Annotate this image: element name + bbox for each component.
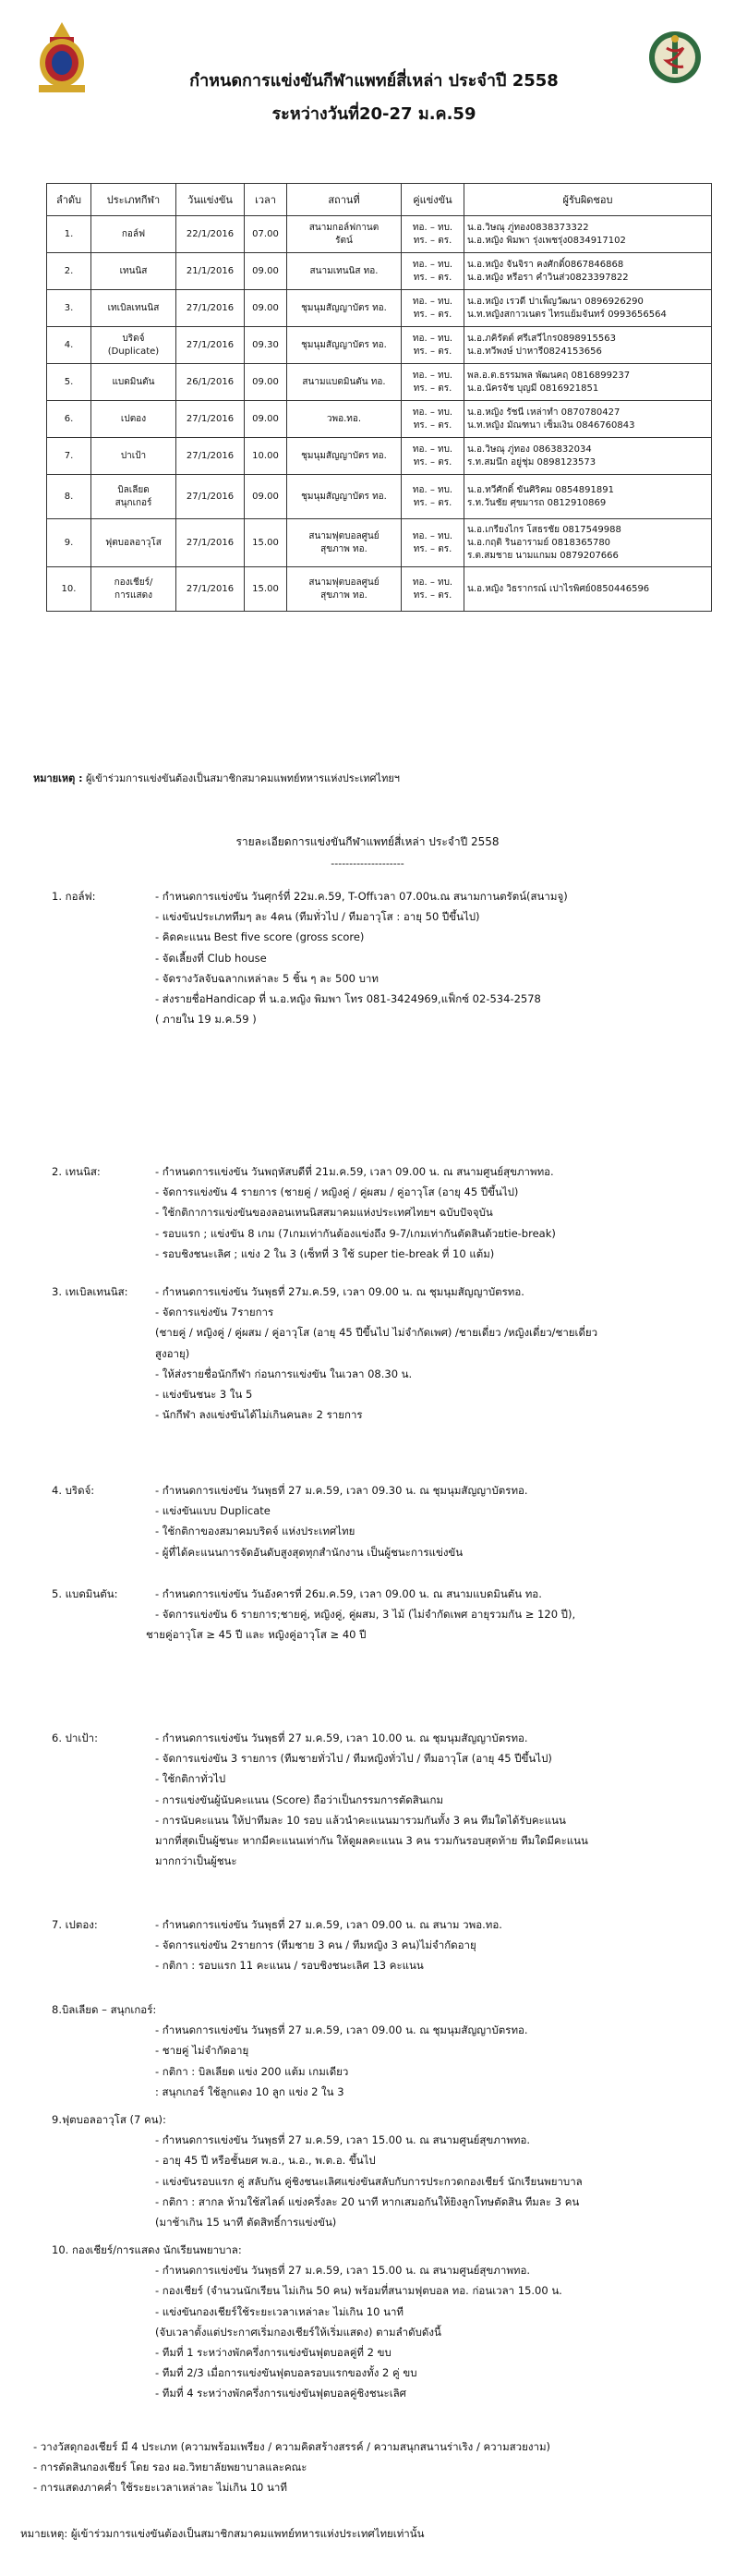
cell-pair: [402, 519, 464, 567]
table-row: [47, 401, 712, 438]
cell-pair: [402, 327, 464, 364]
cell-sport-line: การแสดง: [114, 589, 152, 601]
section-line: - รอบแรก ; แข่งขัน 8 เกม (7เกมเท่ากันต้องแข่งถึง 9-7/เกมเท่ากันตัดสินด้วยtie-break): [155, 1226, 556, 1240]
col-header-date: วันแข่งขัน: [176, 184, 245, 216]
section-line: - นักกีฬา ลงแข่งขันได้ไม่เกินคนละ 2 รายการ: [155, 1408, 363, 1422]
cell-sport-line: ฟุตบอลอาวุโส: [105, 537, 162, 548]
cell-sport-line: (Duplicate): [107, 346, 160, 357]
cell-date: 27/1/2016: [176, 519, 245, 567]
cell-pair-line: ทอ. – ทบ.: [412, 577, 453, 588]
table-row: [47, 253, 712, 290]
cell-responsible-line: ร.ต.สมชาย นามแกมม 0879207666: [467, 550, 619, 561]
table-note: [33, 770, 400, 786]
cell-venue-line: รัตน์: [335, 235, 353, 246]
cell-pair: [402, 567, 464, 612]
section-line: - กติกา : บิลเลียด แข่ง 200 แต้ม เกมเดียว: [155, 2064, 349, 2078]
cell-responsible: [464, 475, 712, 519]
cell-responsible-line: น.อ.หญิง พิมพา รุ่งเพชรุ่ง0834917102: [467, 235, 626, 246]
cell-responsible-line: น.อ.หญิง รัชนี เหล่าทำ 0870780427: [467, 407, 621, 418]
section-line: (มาช้าเกิน 15 นาที ตัดสิทธิ์การแข่งขัน): [155, 2216, 337, 2229]
cell-venue-line: ชุมนุมสัญญาบัตร ทอ.: [301, 339, 387, 350]
section-line: - คิดคะแนน Best five score (gross score): [155, 930, 365, 944]
table-row: [47, 567, 712, 612]
cell-venue-line: สุขภาพ ทอ.: [320, 589, 368, 601]
cell-pair: [402, 401, 464, 438]
schedule-table: [46, 183, 712, 612]
cell-responsible: [464, 567, 712, 612]
section-line: - กำหนดการแข่งขัน วันพุธที่ 27ม.ค.59, เวลา 09.00 น. ณ ชุมนุมสัญญาบัตรทอ.: [155, 1285, 524, 1298]
cell-date: 27/1/2016: [176, 438, 245, 475]
section-line: - กติกา : สากล ห้ามใช้สไลด์ แข่งครึ่งละ 20 นาที หากเสมอกันให้ยิงลูกโทษตัดสิน ทีมละ 3 คน: [155, 2194, 580, 2208]
cell-venue: [287, 327, 402, 364]
section-line: - จัดการแข่งขัน 7รายการ: [155, 1306, 274, 1319]
cell-responsible-line: น.อ.ทวีพงษ์ ปาหารี0824153656: [467, 346, 602, 357]
cell-no: 5.: [47, 364, 91, 401]
cell-venue-line: สนามฟุตบอลศูนย์: [308, 577, 380, 588]
cell-no: 10.: [47, 567, 91, 612]
section-line: - กติกา : รอบแรก 11 คะแนน / รอบชิงชนะเลิศ 13 คะแนน: [155, 1959, 424, 1973]
cell-pair-line: ทร. – ตร.: [413, 383, 452, 394]
section-line: - กองเชียร์ (จำนวนนักเรียน ไม่เกิน 50 คน) พร้อมที่สนามฟุตบอล ทอ. ก่อนเวลา 15.00 น.: [155, 2284, 562, 2298]
cell-responsible: [464, 401, 712, 438]
cell-pair: [402, 475, 464, 519]
section-line: - กำหนดการแข่งขัน วันพุธที่ 27 ม.ค.59, เวลา 09.30 น. ณ ชุมนุมสัญญาบัตรทอ.: [155, 1484, 528, 1497]
details-separator: --------------------: [331, 857, 404, 869]
section-line: - ใช้กติกาของสมาคมบริดจ์ แห่งประเทศไทย: [155, 1525, 355, 1538]
table-row: [47, 438, 712, 475]
cell-sport-line: สนุกเกอร์: [114, 497, 152, 508]
cell-date: 27/1/2016: [176, 290, 245, 327]
cell-date: 22/1/2016: [176, 216, 245, 253]
cell-sport: [91, 364, 176, 401]
cell-venue: [287, 401, 402, 438]
cell-time: 09.30: [245, 327, 287, 364]
cell-venue: [287, 438, 402, 475]
cell-venue: [287, 216, 402, 253]
cell-sport-line: เทเบิลเทนนิส: [107, 302, 160, 313]
cell-responsible-line: น.ท.หญิง มัณฑนา เซ็มเงิน 0846760843: [467, 419, 635, 431]
cell-responsible-line: น.อ.เกรียงไกร โสธรชัย 0817549988: [467, 524, 621, 535]
section-line: - จัดการแข่งขัน 3 รายการ (ทีมชายทั่วไป / ทีมหญิงทั่วไป / ทีมอาวุโส (อายุ 45 ปีขึ้นไป): [155, 1752, 552, 1766]
cell-responsible-line: พล.อ.ต.ธรรมพล พัฒนคฤ 0816899237: [467, 370, 631, 381]
cell-venue: [287, 364, 402, 401]
cell-responsible: [464, 290, 712, 327]
cell-no: 4.: [47, 327, 91, 364]
cell-sport-line: เทนนิส: [119, 265, 148, 276]
cell-pair-line: ทอ. – ทบ.: [412, 333, 453, 344]
cell-pair-line: ทอ. – ทบ.: [412, 530, 453, 541]
table-row: [47, 475, 712, 519]
col-header-sport: ประเภทกีฬา: [91, 184, 176, 216]
bottom-note: หมายเหตุ: ผู้เข้าร่วมการแข่งขันต้องเป็นสมาชิกสมาคมแพทย์ทหารแห่งประเทศไทยเท่านั้น: [20, 2527, 425, 2540]
section-line: - กำหนดการแข่งขัน วันศุกร์ที่ 22ม.ค.59, T-Offเวลา 07.00น.ณ สนามกานตรัตน์(สนามจู): [155, 890, 568, 903]
cell-date: 27/1/2016: [176, 475, 245, 519]
section-line: - ผู้ที่ได้คะแนนการจัดอันดับสูงสุดทุกสำนักงาน เป็นผู้ชนะการแข่งขัน: [155, 1545, 464, 1559]
cell-responsible-line: น.อ.หญิง เรวดี ปาเพ็ญวัฒนา 0896926290: [467, 296, 644, 307]
section-line: - แข่งขันแบบ Duplicate: [155, 1504, 271, 1518]
closing-line: - วางวัสดุกองเชียร์ มี 4 ประเภท (ความพร้อมเพรียง / ความคิดสร้างสรรค์ / ความสนุกสนานร่าเริง / ความสวยงาม): [33, 2440, 551, 2453]
section-line: - กำหนดการแข่งขัน วันพฤหัสบดีที่ 21ม.ค.59, เวลา 09.00 น. ณ สนามศูนย์สุขภาพทอ.: [155, 1165, 554, 1178]
col-header-responsible: ผู้รับผิดชอบ: [464, 184, 712, 216]
cell-sport-line: บริดจ์: [122, 333, 145, 344]
cell-responsible-line: น.อ.นัครจัช บุญมี 0816921851: [467, 383, 599, 394]
section-line: - การแข่งขันผู้นับคะแนน (Score) ถือว่าเป็นกรรมการตัดสินเกม: [155, 1792, 444, 1806]
section-label: 5. แบดมินตัน:: [52, 1587, 118, 1600]
section-line: (จับเวลาตั้งแต่ประกาศเริ่มกองเชียร์ให้เริ่มแสดง) ตามลำดับดังนี้: [155, 2325, 441, 2339]
cell-responsible-line: ร.ท.สมนึก อยู่ชุ่ม 0898123573: [467, 456, 596, 468]
cell-pair: [402, 364, 464, 401]
col-header-no: ลำดับ: [47, 184, 91, 216]
section-line: - จัดการแข่งขัน 6 รายการ;ชายคู่, หญิงคู่, คู่ผสม, 3 ไม้ (ไม่จำกัดเพศ อายุรวมกัน ≥ 120 ปี),: [155, 1608, 576, 1622]
cell-sport: [91, 438, 176, 475]
cell-date: 27/1/2016: [176, 327, 245, 364]
section-line: - จัดเลี้ยงที่ Club house: [155, 951, 267, 965]
cell-no: 3.: [47, 290, 91, 327]
cell-venue-line: ชุมนุมสัญญาบัตร ทอ.: [301, 450, 387, 461]
cell-venue-line: วพอ.ทอ.: [326, 413, 362, 424]
cell-sport: [91, 216, 176, 253]
cell-date: 26/1/2016: [176, 364, 245, 401]
cell-no: 6.: [47, 401, 91, 438]
cell-time: 15.00: [245, 519, 287, 567]
section-line: - อายุ 45 ปี หรือชั้นยศ พ.อ., น.อ., พ.ต.อ. ขึ้นไป: [155, 2154, 376, 2168]
cell-responsible-line: ร.ท.วันชัย ศุขมารถ 0812910869: [467, 497, 607, 508]
cell-pair-line: ทร. – ตร.: [413, 346, 452, 357]
cell-sport-line: กอล์ฟ: [121, 228, 146, 239]
cell-pair-line: ทอ. – ทบ.: [412, 296, 453, 307]
cell-sport: [91, 519, 176, 567]
cell-responsible-line: น.อ.วิษณุ ภู่ทอง 0863832034: [467, 444, 592, 455]
cell-pair-line: ทอ. – ทบ.: [412, 259, 453, 270]
cell-responsible-line: น.อ.หญิง วิธรากรณ์ เปาไรพิศย์0850446596: [467, 583, 650, 594]
section-line: - แข่งขันกองเชียร์ใช้ระยะเวลาเหล่าละ ไม่เกิน 10 นาที: [155, 2304, 404, 2318]
cell-responsible: [464, 253, 712, 290]
section-line: - จัดการแข่งขัน 4 รายการ (ชายคู่ / หญิงคู่ / คู่ผสม / คู่อาวุโส (อายุ 45 ปีขึ้นไป): [155, 1185, 519, 1199]
cell-time: 07.00: [245, 216, 287, 253]
cell-venue: [287, 567, 402, 612]
cell-time: 09.00: [245, 401, 287, 438]
cell-time: 09.00: [245, 290, 287, 327]
cell-sport-line: เปตอง: [120, 413, 147, 424]
cell-pair: [402, 216, 464, 253]
cell-pair-line: ทร. – ตร.: [413, 543, 452, 554]
section-line: ชายคู่อาวุโส ≥ 45 ปี และ หญิงคู่อาวุโส ≥ 40 ปี: [146, 1628, 367, 1642]
section-label: 1. กอล์ฟ:: [52, 890, 96, 903]
section-label: 4. บริดจ์:: [52, 1484, 95, 1497]
cell-no: 7.: [47, 438, 91, 475]
cell-no: 9.: [47, 519, 91, 567]
cell-sport: [91, 327, 176, 364]
section-line: สูงอายุ): [155, 1346, 190, 1360]
cell-pair-line: ทร. – ตร.: [413, 235, 452, 246]
cell-responsible-line: น.อ.ภคิรัตต์ ศรีเสวีไกร0898915563: [467, 333, 616, 344]
section-line: - แข่งขันชนะ 3 ใน 5: [155, 1388, 253, 1401]
section-line: - จัดรางวัลจับฉลากเหล่าละ 5 ชิ้น ๆ ละ 500 บาท: [155, 971, 379, 985]
cell-responsible-line: น.อ.หญิง หรีอรา คำวินส่ว0823397822: [467, 272, 629, 283]
table-row: [47, 216, 712, 253]
cell-sport: [91, 290, 176, 327]
cell-pair-line: ทร. – ตร.: [413, 456, 452, 468]
section-line: - กำหนดการแข่งขัน วันพุธที่ 27 ม.ค.59, เวลา 10.00 น. ณ ชุมนุมสัญญาบัตรทอ.: [155, 1732, 528, 1744]
medical-association-logo: [646, 20, 704, 94]
table-row: [47, 327, 712, 364]
cell-pair-line: ทอ. – ทบ.: [412, 370, 453, 381]
section-line: - การนับคะแนน ให้ปาทีมละ 10 รอบ แล้วนำคะแนนมารวมกันทั้ง 3 คน ทีมใดได้รับคะแนน: [155, 1813, 566, 1827]
cell-responsible-line: น.อ.วิษณุ ภู่ทอง0838373322: [467, 222, 589, 233]
section-line: - ทีมที่ 4 ระหว่างพักครึ่งการแข่งขันฟุตบอลคู่ชิงชนะเลิศ: [155, 2387, 406, 2400]
cell-responsible: [464, 216, 712, 253]
table-row: [47, 519, 712, 567]
cell-responsible: [464, 364, 712, 401]
cell-date: 27/1/2016: [176, 401, 245, 438]
section-label: 7. เปตอง:: [52, 1918, 98, 1931]
section-line: - กำหนดการแข่งขัน วันพุธที่ 27 ม.ค.59, เวลา 09.00 น. ณ ชุมนุมสัญญาบัตรทอ.: [155, 2023, 528, 2037]
cell-pair: [402, 290, 464, 327]
section-line: - แข่งขันประเภททีมๆ ละ 4คน (ทีมทั่วไป / ทีมอาวุโส : อายุ 50 ปีขึ้นไป): [155, 910, 480, 924]
closing-line: - การแสดงภาคค่ำ ใช้ระยะเวลาเหล่าละ ไม่เกิน 10 นาที: [33, 2481, 287, 2495]
cell-no: 2.: [47, 253, 91, 290]
closing-line: - การตัดสินกองเชียร์ โดย รอง ผอ.วิทยาลัยพยาบาลและคณะ: [33, 2461, 307, 2474]
cell-date: 21/1/2016: [176, 253, 245, 290]
page-subtitle: ระหว่างวันที่20-27 ม.ค.59: [271, 104, 476, 124]
cell-venue: [287, 475, 402, 519]
cell-sport-line: ปาเป้า: [120, 450, 147, 461]
col-header-venue: สถานที่: [287, 184, 402, 216]
col-header-time: เวลา: [245, 184, 287, 216]
section-label: 3. เทเบิลเทนนิส:: [52, 1285, 128, 1298]
cell-venue-line: สนามฟุตบอลศูนย์: [308, 530, 380, 541]
cell-sport-line: แบดมินตัน: [112, 376, 155, 387]
table-header-row: [47, 184, 712, 216]
cell-no: 8.: [47, 475, 91, 519]
cell-pair: [402, 253, 464, 290]
cell-responsible-line: น.อ.หญิง จันจิรา คงศักดิ์0867846868: [467, 259, 624, 270]
cell-responsible-line: น.อ.ทวีศักดิ์ ขันศิริคม 0854891891: [467, 484, 614, 495]
section-label: 6. ปาเป้า:: [52, 1732, 98, 1744]
section-label: 8.บิลเลียด – สนุกเกอร์:: [52, 2003, 157, 2016]
cell-responsible: [464, 438, 712, 475]
cell-time: 09.00: [245, 475, 287, 519]
royal-emblem-logo: [33, 20, 90, 94]
section-line: - แข่งขันรอบแรก คู่ สลับกัน คู่ชิงชนะเลิศแข่งขันสลับกับการประกวดกองเชียร์ นักเรียนพยาบาล: [155, 2174, 583, 2188]
cell-responsible-line: น.ท.หญิงสกาวเนตร ไทรแย้มจันทร์ 0993656564: [467, 309, 667, 320]
cell-sport-line: บิลเลียด: [117, 484, 150, 495]
cell-pair-line: ทร. – ตร.: [413, 309, 452, 320]
cell-pair-line: ทอ. – ทบ.: [412, 407, 453, 418]
cell-time: 10.00: [245, 438, 287, 475]
section-label: 9.ฟุตบอลอาวุโส (7 คน):: [52, 2113, 166, 2126]
cell-venue-line: ชุมนุมสัญญาบัตร ทอ.: [301, 302, 387, 313]
cell-pair-line: ทร. – ตร.: [413, 497, 452, 508]
cell-sport: [91, 567, 176, 612]
cell-venue-line: สนามเทนนิส ทอ.: [309, 265, 379, 276]
cell-venue: [287, 519, 402, 567]
cell-date: 27/1/2016: [176, 567, 245, 612]
cell-pair: [402, 438, 464, 475]
cell-responsible-line: น.อ.กฤติ รินอารามย์ 0818365780: [467, 537, 611, 548]
note-label: หมายเหตุ :: [33, 772, 83, 784]
note-text: ผู้เข้าร่วมการแข่งขันต้องเป็นสมาชิกสมาคมแพทย์ทหารแห่งประเทศไทยฯ: [82, 772, 400, 784]
section-line: ( ภายใน 19 ม.ค.59 ): [155, 1013, 257, 1027]
cell-time: 15.00: [245, 567, 287, 612]
section-line: - ทีมที่ 1 ระหว่างพักครึ่งการแข่งขันฟุตบอลคู่ที่ 2 ขบ: [155, 2346, 392, 2359]
cell-venue: [287, 253, 402, 290]
table-row: [47, 364, 712, 401]
cell-sport: [91, 475, 176, 519]
section-line: - ทีมที่ 2/3 เมื่อการแข่งขันฟุตบอลรอบแรกของทั้ง 2 คู่ ขบ: [155, 2366, 417, 2380]
section-line: - กำหนดการแข่งขัน วันพุธที่ 27 ม.ค.59, เวลา 15.00 น. ณ สนามศูนย์สุขภาพทอ.: [155, 2133, 531, 2147]
cell-responsible: [464, 519, 712, 567]
cell-pair-line: ทอ. – ทบ.: [412, 444, 453, 455]
cell-no: 1.: [47, 216, 91, 253]
cell-pair-line: ทร. – ตร.: [413, 419, 452, 431]
cell-venue: [287, 290, 402, 327]
cell-pair-line: ทอ. – ทบ.: [412, 222, 453, 233]
cell-sport-line: กองเชียร์/: [114, 577, 153, 588]
section-line: - รอบชิงชนะเลิศ ; แข่ง 2 ใน 3 (เซ็ทที่ 3 ใช้ super tie-break ที่ 10 แต้ม): [155, 1246, 495, 1260]
section-line: - กำหนดการแข่งขัน วันพุธที่ 27 ม.ค.59, เวลา 09.00 น. ณ สนาม วพอ.ทอ.: [155, 1918, 502, 1931]
section-label: 10. กองเชียร์/การแสดง นักเรียนพยาบาล:: [52, 2243, 242, 2256]
cell-time: 09.00: [245, 253, 287, 290]
cell-sport: [91, 253, 176, 290]
details-title: รายละเอียดการแข่งขันกีฬาแพทย์สี่เหล่า ประจำปี 2558: [235, 835, 500, 848]
cell-venue-line: สนามกอล์ฟกานต: [308, 222, 380, 233]
section-line: - ส่งรายชื่อHandicap ที่ น.อ.หญิง พิมพา โทร 081-3424969,แฟ็กซ์ 02-534-2578: [155, 992, 541, 1005]
section-line: มากกว่าเป็นผู้ชนะ: [155, 1854, 237, 1868]
cell-time: 09.00: [245, 364, 287, 401]
section-line: : สนุกเกอร์ ใช้ลูกแดง 10 ลูก แข่ง 2 ใน 3: [155, 2084, 344, 2098]
section-line: (ชายคู่ / หญิงคู่ / คู่ผสม / คู่อาวุโส (อายุ 45 ปีขึ้นไป ไม่จำกัดเพศ) /ชายเดี่ยว /หญิงเดี่ยว/ชายเดี่ยว: [155, 1326, 598, 1340]
cell-venue-line: ชุมนุมสัญญาบัตร ทอ.: [301, 491, 387, 502]
section-line: - กำหนดการแข่งขัน วันอังคารที่ 26ม.ค.59, เวลา 09.00 น. ณ สนามแบดมินตัน ทอ.: [155, 1587, 542, 1600]
section-line: - ชายคู่ ไม่จำกัดอายุ: [155, 2044, 249, 2058]
section-line: - จัดการแข่งขัน 2รายการ (ทีมชาย 3 คน / ทีมหญิง 3 คน)ไม่จำกัดอายุ: [155, 1938, 476, 1952]
table-row: [47, 290, 712, 327]
section-line: มากที่สุดเป็นผู้ชนะ หากมีคะแนนเท่ากัน ให้ดูผลคะแนน 3 คน รวมกันรอบสุดท้าย ทีมใดมีคะแนน: [155, 1834, 588, 1847]
col-header-pair: คู่แข่งขัน: [402, 184, 464, 216]
cell-pair-line: ทร. – ตร.: [413, 272, 452, 283]
cell-sport: [91, 401, 176, 438]
section-line: - กำหนดการแข่งขัน วันพุธที่ 27 ม.ค.59, เวลา 15.00 น. ณ สนามศูนย์สุขภาพทอ.: [155, 2264, 531, 2278]
cell-venue-line: สุขภาพ ทอ.: [320, 543, 368, 554]
cell-pair-line: ทอ. – ทบ.: [412, 484, 453, 495]
cell-responsible: [464, 327, 712, 364]
section-line: - ให้ส่งรายชื่อนักกีฬา ก่อนการแข่งขัน ในเวลา 08.30 น.: [155, 1367, 413, 1380]
page-title: กำหนดการแข่งขันกีฬาแพทย์สี่เหล่า ประจำปี 2558: [189, 71, 559, 91]
section-label: 2. เทนนิส:: [52, 1165, 101, 1178]
section-line: - ใช้กติกาทั่วไป: [155, 1772, 226, 1786]
cell-pair-line: ทร. – ตร.: [413, 589, 452, 601]
section-line: - ใช้กติกาการแข่งขันของลอนเทนนิสสมาคมแห่งประเทศไทยฯ ฉบับปัจจุบัน: [155, 1206, 493, 1220]
cell-venue-line: สนามแบดมินตัน ทอ.: [302, 376, 386, 387]
